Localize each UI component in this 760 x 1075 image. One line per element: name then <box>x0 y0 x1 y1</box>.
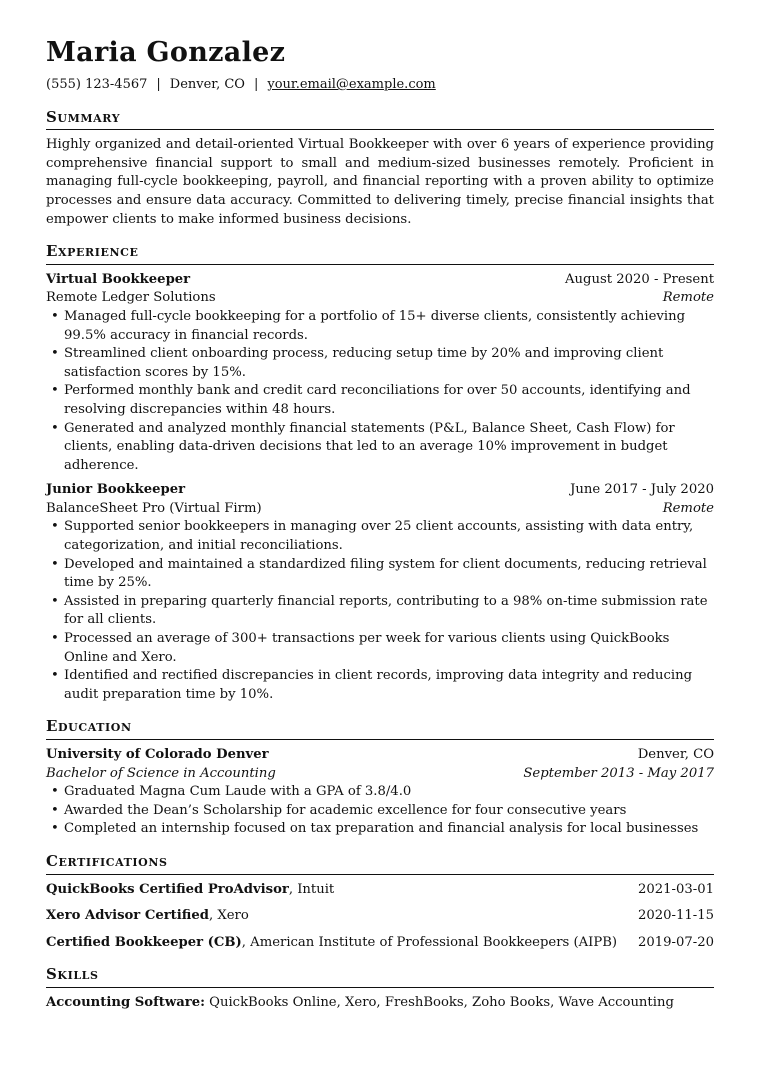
location: Denver, CO <box>169 77 245 92</box>
certification-row <box>46 934 714 953</box>
email-link[interactable]: your.email@example.com <box>267 77 436 92</box>
bullet-item: • Graduated Magna Cum Laude with a GPA of 3.8/4.0 <box>46 783 714 802</box>
separator: | <box>156 77 161 92</box>
section-title-skills: Skills <box>46 965 714 988</box>
bullet-item: • Streamlined client onboarding process, reducing setup time by 20% and improving client satisfaction scores by 15%. <box>46 345 714 382</box>
section-title-experience: Experience <box>46 242 714 265</box>
education-bullets <box>46 783 714 839</box>
phone: (555) 123-4567 <box>46 77 148 92</box>
bullet-item: • Assisted in preparing quarterly financial reports, contributing to a 98% on-time submission rate for all clients. <box>46 593 714 630</box>
bullet-item: • Identified and rectified discrepancies in client records, improving data integrity and reducing audit preparation time by 10%. <box>46 667 714 704</box>
education-dates: September 2013 - May 2017 <box>523 765 714 781</box>
summary-text: Highly organized and detail-oriented Virtual Bookkeeper with over 6 years of experience providing comprehensive financial support to small and medium-sized businesses remotely. Proficient in managing full-cycle bookkeeping, payroll, and financial reporting with a proven ability to optimize processes and ensure data accuracy. Committed to delivering timely, precise financial insights that empower clients to make informed business decisions. <box>46 137 714 227</box>
certifications-list <box>46 881 714 953</box>
degree: Bachelor of Science in Accounting <box>46 765 276 781</box>
job-dates: June 2017 - July 2020 <box>570 482 714 498</box>
school-name: University of Colorado Denver <box>46 747 269 762</box>
job-bullets <box>46 308 714 475</box>
bullet-item: • Completed an internship focused on tax preparation and financial analysis for local businesses <box>46 820 714 839</box>
bullet-item: • Managed full-cycle bookkeeping for a portfolio of 15+ diverse clients, consistently achieving 99.5% accuracy in financial records. <box>46 308 714 345</box>
candidate-name: Maria Gonzalez <box>46 37 286 68</box>
skill-row <box>46 994 714 1013</box>
certification-row <box>46 907 714 926</box>
job-dates: August 2020 - Present <box>565 271 714 287</box>
certification-issuer: , American Institute of Professional Bookkeepers (AIPB) <box>241 934 618 950</box>
section-title-certifications: Certifications <box>46 852 714 875</box>
job-bullets <box>46 518 714 704</box>
job-location: Remote <box>662 290 714 306</box>
education-entry <box>46 746 714 839</box>
bullet-item: • Generated and analyzed monthly financial statements (P&L, Balance Sheet, Cash Flow) for clients, enabling data-driven decisions that led to an average 10% improvement in budget adherence. <box>46 420 714 476</box>
certification-name: Certified Bookkeeper (CB) <box>46 934 242 950</box>
resume-page <box>46 36 714 1013</box>
job-title: Junior Bookkeeper <box>46 482 186 498</box>
certification-name: QuickBooks Certified ProAdvisor <box>46 881 289 897</box>
bullet-item: • Awarded the Dean’s Scholarship for academic excellence for four consecutive years <box>46 802 714 821</box>
bullet-item: • Supported senior bookkeepers in managing over 25 client accounts, assisting with data entry, categorization, and initial reconciliations. <box>46 518 714 555</box>
school-location: Denver, CO <box>637 747 714 762</box>
job-entry <box>46 271 714 476</box>
certification-issuer: , Xero <box>208 908 249 924</box>
job-title: Virtual Bookkeeper <box>46 271 191 287</box>
certification-issuer: , Intuit <box>288 881 335 897</box>
job-location: Remote <box>662 500 714 516</box>
company-name: BalanceSheet Pro (Virtual Firm) <box>46 500 262 516</box>
company-name: Remote Ledger Solutions <box>46 290 216 306</box>
certification-date: 2020-11-15 <box>637 908 714 924</box>
skill-values: QuickBooks Online, Xero, FreshBooks, Zoho Books, Wave Accounting <box>209 994 674 1010</box>
separator: | <box>253 77 259 92</box>
contact-line <box>46 76 714 95</box>
certification-date: 2019-07-20 <box>637 934 714 950</box>
certification-row <box>46 881 714 900</box>
section-title-summary: Summary <box>46 108 714 131</box>
bullet-item: • Processed an average of 300+ transactions per week for various clients using QuickBooks Online and Xero. <box>46 630 714 667</box>
section-title-education: Education <box>46 717 714 740</box>
job-entry <box>46 481 714 704</box>
certification-date: 2021-03-01 <box>637 881 714 897</box>
bullet-item: • Developed and maintained a standardized filing system for client documents, reducing retrieval time by 25%. <box>46 556 714 593</box>
skill-category: Accounting Software: <box>46 994 205 1010</box>
certification-name: Xero Advisor Certified <box>46 908 209 924</box>
bullet-item: • Performed monthly bank and credit card reconciliations for over 50 accounts, identifying and resolving discrepancies within 48 hours. <box>46 382 714 419</box>
